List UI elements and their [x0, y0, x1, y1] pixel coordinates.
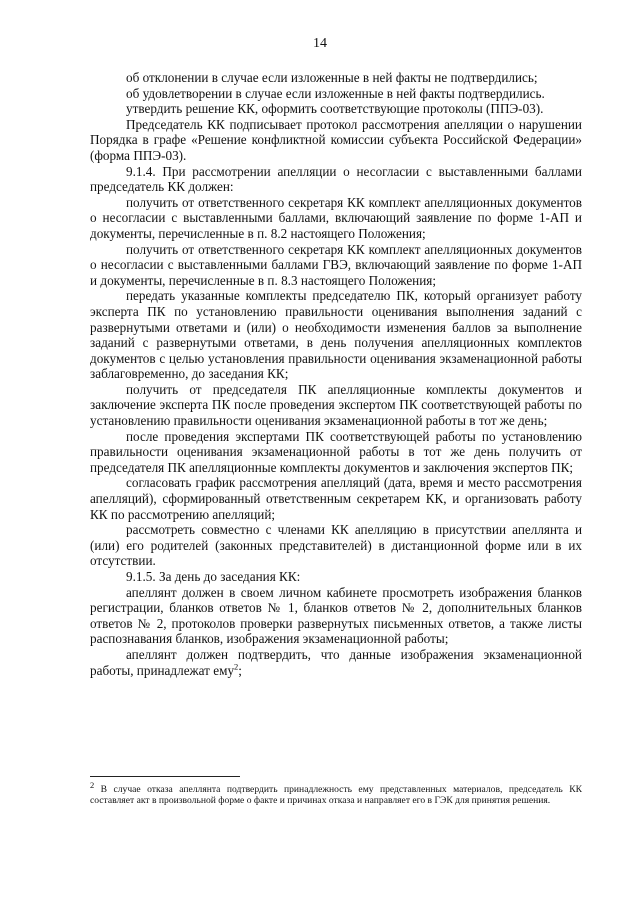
footnote-marker: 2 — [90, 779, 95, 790]
document-body — [90, 70, 582, 678]
paragraph: апеллянт должен в своем личном кабинете просмотреть изображения бланков регистрации, бланков ответов № 1, бланков ответов № 2, дополнительных бланков ответов № 2, протоколов проверки развернутых письменных ответов, а также листы распознавания бланков, изображения экзаменационной работы; — [90, 584, 582, 647]
footnote — [90, 779, 582, 807]
paragraph: об удовлетворении в случае если изложенные в ней факты подтвердились. — [126, 85, 545, 101]
footnote-reference: 2 — [234, 661, 239, 672]
paragraph: об отклонении в случае если изложенные в ней факты не подтвердились; — [126, 70, 538, 85]
paragraph: Председатель КК подписывает протокол рассмотрения апелляции о нарушении Порядка в графе «Решение конфликтной комиссии субъекта Российской Федерации» (форма ППЭ-03). — [90, 116, 582, 163]
paragraph-with-footnote — [90, 647, 582, 678]
paragraph-text: апеллянт должен подтвердить, что данные изображения экзаменационной работы, принадлежат ему — [90, 646, 582, 678]
paragraph: передать указанные комплекты председателю ПК, который организует работу эксперта ПК по установлению правильности оценивания выполнения заданий с развернутыми ответами и (или) о необходимости изменения баллов за выполнение заданий с развернутыми ответами, в день получения апелляционных комплектов документов с целью установления правильности оценивания экзаменационной работы заблаговременно, до заседания КК; — [90, 288, 582, 382]
footnote-text: В случае отказа апеллянта подтвердить принадлежность ему представленных материалов, председатель КК составляет акт в произвольной форме о факте и причинах отказа и направляет его в ГЭК для принятия решения. — [90, 784, 582, 807]
paragraph: после проведения экспертами ПК соответствующей работы по установлению правильности оценивания экзаменационной работы в тот же день получить от председателя ПК апелляционные комплекты документов и заключения экспертов ПК; — [90, 428, 582, 475]
footnote-separator — [90, 776, 240, 777]
paragraph: рассмотреть совместно с членами КК апелляцию в присутствии апеллянта и (или) его родителей (законных представителей) в дистанционной форме или в их отсутствии. — [90, 522, 582, 569]
paragraph: 9.1.5. За день до заседания КК: — [126, 569, 301, 584]
paragraph: согласовать график рассмотрения апелляций (дата, время и место рассмотрения апелляций), сформированный ответственным секретарем КК, и организовать работу КК по рассмотрению апелляций; — [90, 475, 582, 522]
paragraph: получить от председателя ПК апелляционные комплекты документов и заключение эксперта ПК после проведения экспертом ПК соответствующей работы по установлению правильности оценивания экзаменационной работы в тот же день; — [90, 381, 582, 429]
paragraph: 9.1.4. При рассмотрении апелляции о несогласии с выставленными баллами председатель КК должен: — [90, 163, 582, 195]
page-number: 14 — [313, 36, 327, 51]
paragraph: получить от ответственного секретаря КК комплект апелляционных документов о несогласии с выставленными баллами, включающий заявление по форме 1-АП и документы, перечисленные в п. 8.2 настоящего Положения; — [90, 194, 582, 241]
paragraph: получить от ответственного секретаря КК комплект апелляционных документов о несогласии с выставленными баллами ГВЭ, включающий заявление по форме 1-АП и документы, перечисленные в п. 8.3 настоящего Положения; — [90, 241, 582, 288]
paragraph-tail: ; — [238, 662, 242, 678]
paragraph: утвердить решение КК, оформить соответствующие протоколы (ППЭ-03). — [126, 101, 544, 117]
